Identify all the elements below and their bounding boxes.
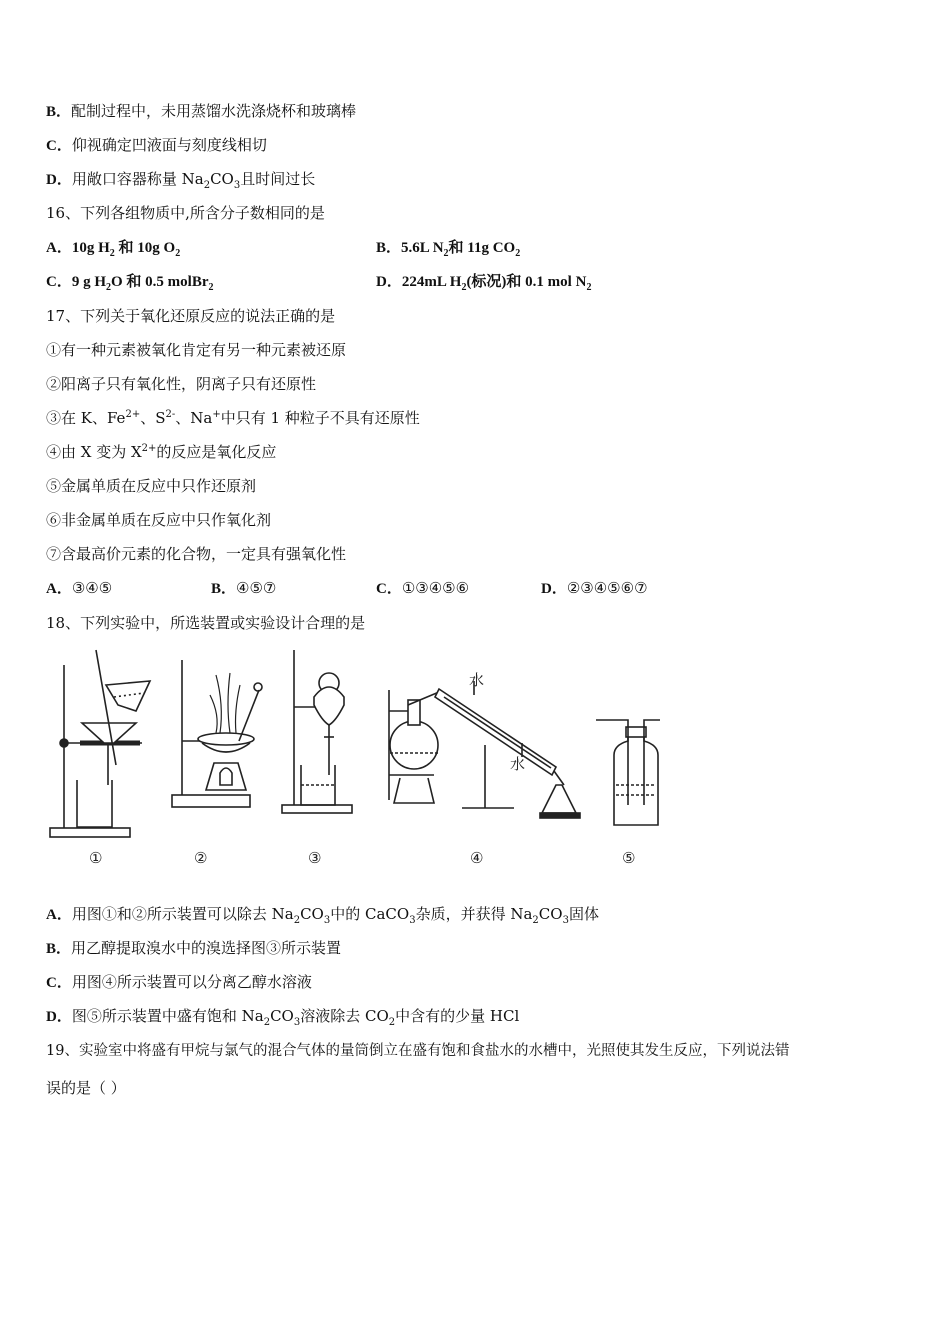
- q17-statement-2: ②阳离子只有氧化性，阴离子只有还原性: [46, 375, 317, 393]
- q17-option-b: B．④⑤⑦: [211, 579, 277, 597]
- q16-option-d: D．224mL $H_2$(标况)和 0.1 mol $N_2$: [376, 274, 592, 293]
- q16-option-c: C．9 g $H_2O$ 和 0.5 molBr$_2$: [46, 274, 214, 293]
- apparatus-5-gas-washing-bottle: [596, 720, 660, 825]
- water-in-label: 水: [469, 671, 485, 689]
- q19-stem-line-1: 19、实验室中将盛有甲烷与氯气的混合气体的量筒倒立在盛有饱和食盐水的水槽中，光照使其发生反应，下列说法错: [46, 1043, 790, 1059]
- q17-option-d: D．②③④⑤⑥⑦: [541, 579, 648, 597]
- apparatus-label-3: ③: [308, 849, 322, 867]
- apparatus-1-filtration: [50, 650, 150, 837]
- q17-statement-1: ①有一种元素被氧化肯定有另一种元素被还原: [46, 341, 347, 359]
- q17-option-a: A．③④⑤: [46, 579, 113, 597]
- q17-statement-7: ⑦含最高价元素的化合物，一定具有强氧化性: [46, 545, 347, 563]
- q18-option-b: B．用乙醇提取溴水中的溴选择图③所示装置: [46, 939, 342, 957]
- q15-option-c: C．仰视确定凹液面与刻度线相切: [46, 136, 267, 154]
- q18-option-d: D．图⑤所示装置中盛有饱和 $Na_2CO_3$溶液除去 $CO_2$中含有的少量 HCl: [46, 1007, 520, 1028]
- q18-stem: 18、下列实验中，所选装置或实验设计合理的是: [46, 614, 366, 632]
- apparatus-label-4: ④: [470, 849, 484, 867]
- q17-statement-4: ④由 X 变为 $X^{2+}$的反应是氧化反应: [46, 443, 277, 461]
- apparatus-label-5: ⑤: [622, 849, 636, 867]
- q17-statement-5: ⑤金属单质在反应中只作还原剂: [46, 477, 257, 495]
- apparatus-figure: [44, 645, 684, 875]
- apparatus-3-separatory-funnel: [282, 650, 352, 813]
- apparatus-label-1: ①: [89, 849, 103, 867]
- q16-option-b: B．5.6L $N_2$和 11g $CO_2$: [376, 240, 521, 259]
- q16-option-a: A．10g $H_2$ 和 10g $O_2$: [46, 240, 181, 259]
- water-out-label: 水: [510, 755, 526, 773]
- q17-stem: 17、下列关于氧化还原反应的说法正确的是: [46, 307, 336, 325]
- q17-statement-6: ⑥非金属单质在反应中只作氧化剂: [46, 511, 272, 529]
- q17-statement-3: ③在 K、$Fe^{2+}$、$S^{2-}$、Na+中只有 1 种粒子不具有还原性: [46, 409, 420, 427]
- apparatus-2-evaporation: [172, 660, 262, 807]
- apparatus-svg: [44, 645, 684, 875]
- q18-option-c: C．用图④所示装置可以分离乙醇水溶液: [46, 973, 312, 991]
- q18-option-a: A．用图①和②所示装置可以除去 $Na_2CO_3$中的 CaCO$_3$杂质，并获得 $Na_2CO_3$固体: [46, 905, 599, 926]
- q15-option-b: B．配制过程中，未用蒸馏水洗涤烧杯和玻璃棒: [46, 102, 357, 120]
- q17-option-c: C．①③④⑤⑥: [376, 579, 470, 597]
- apparatus-label-2: ②: [194, 849, 208, 867]
- apparatus-4-distillation: [389, 671, 580, 818]
- q16-stem: 16、下列各组物质中,所含分子数相同的是: [46, 204, 325, 222]
- q19-stem-line-2: 误的是（ ）: [46, 1079, 126, 1097]
- q15-option-d: D．用敞口容器称量 $Na_2CO_3$且时间过长: [46, 170, 316, 191]
